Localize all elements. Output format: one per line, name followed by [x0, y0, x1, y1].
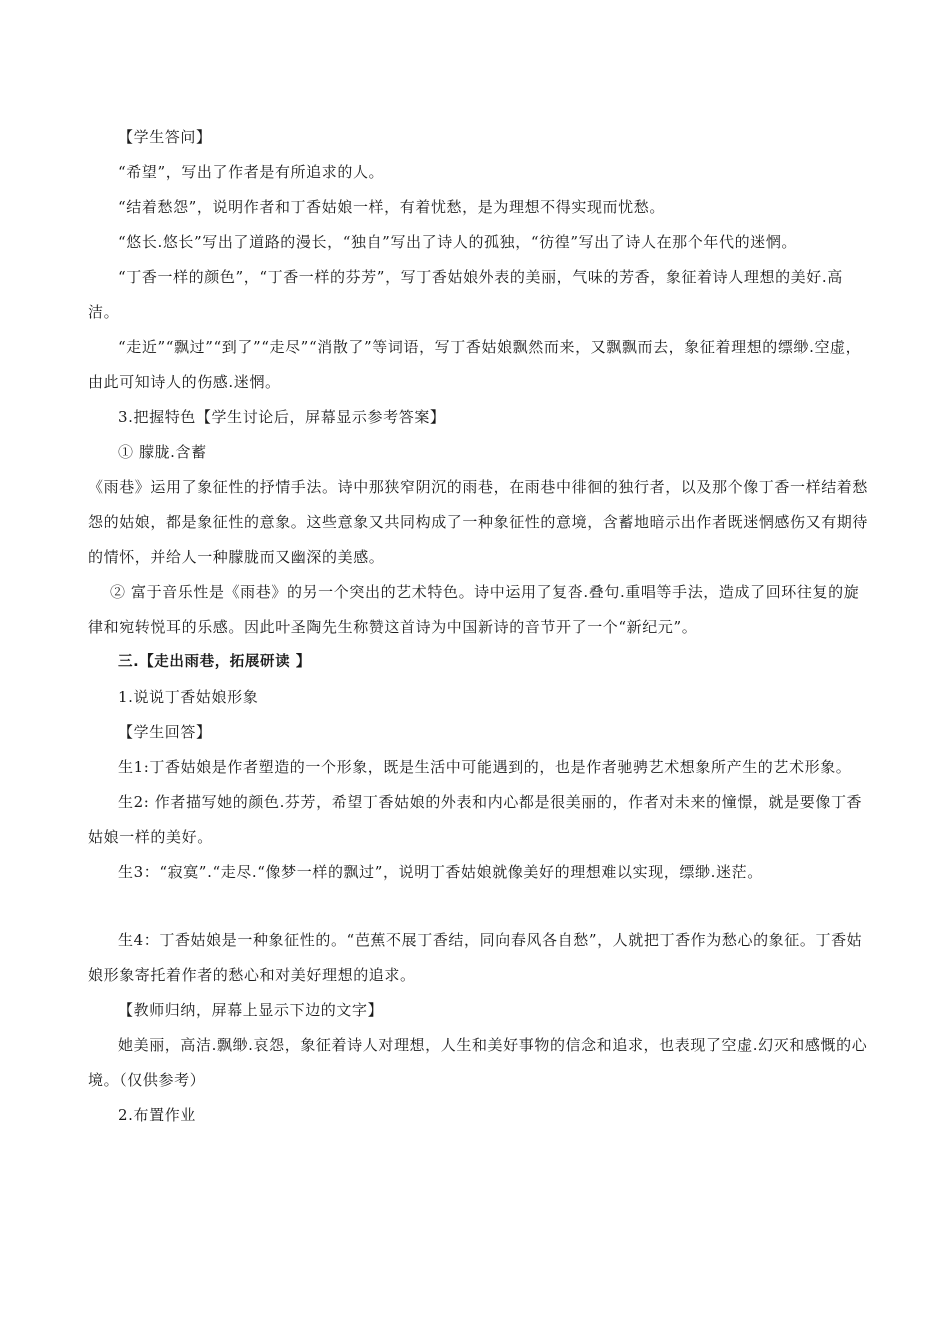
student-reply-heading: 【学生回答】: [118, 723, 212, 741]
paragraph-sorrow: “结着愁怨”，说明作者和丁香姑娘一样，有着忧愁，是为理想不得实现而忧愁。: [118, 198, 665, 216]
student-3-answer: 生3：“寂寞”.“走尽.“像梦一样的飘过”，说明丁香姑娘就像美好的理想难以实现，缥缈.迷茫。: [118, 863, 763, 881]
teacher-summary-heading: 【教师归纳，屏幕上显示下边的文字】: [118, 1001, 384, 1019]
task-1-heading: 1.说说丁香姑娘形象: [118, 688, 259, 706]
paragraph-approach-words: “走近”“飘过”“到了”“走尽”“消散了”等词语，写丁香姑娘飘然而来，又飘飘而去，象征着理想的缥缈.空虚，由此可知诗人的伤感.迷惘。: [88, 338, 862, 391]
section-3-heading: 3.把握特色【学生讨论后，屏幕显示参考答案】: [118, 408, 446, 426]
paragraph-long-road: “悠长.悠长”写出了道路的漫长，“独自”写出了诗人的孤独，“彷徨”写出了诗人在那个年代的迷惘。: [118, 233, 797, 251]
student-answer-heading: 【学生答问】: [118, 128, 212, 146]
student-2-answer: 生2: 作者描写她的颜色.芬芳，希望丁香姑娘的外表和内心都是很美丽的，作者对未来的憧憬，就是要像丁香姑娘一样的美好。: [88, 793, 863, 846]
blank-line: [88, 890, 868, 923]
feature-1-heading: ① 朦胧.含蓄: [118, 443, 207, 461]
document-page: [88, 120, 868, 1133]
student-4-answer: 生4：丁香姑娘是一种象征性的。“芭蕉不展丁香结，同向春风各自愁”，人就把丁香作为愁心的象征。丁香姑娘形象寄托着作者的愁心和对美好理想的追求。: [88, 931, 863, 984]
paragraph-lilac-color: “丁香一样的颜色”，“丁香一样的芬芳”，写丁香姑娘外表的美丽，气味的芳香，象征着诗人理想的美好.高洁。: [88, 268, 843, 321]
paragraph-musicality: ② 富于音乐性是《雨巷》的另一个突出的艺术特色。诗中运用了复沓.叠句.重唱等手法，造成了回环往复的旋律和宛转悦耳的乐感。因此叶圣陶先生称赞这首诗为中国新诗的音节开了一个“新纪元”。: [88, 583, 860, 636]
student-1-answer: 生1:丁香姑娘是作者塑造的一个形象，既是生活中可能遇到的，也是作者驰骋艺术想象所产生的艺术形象。: [118, 758, 852, 776]
teacher-summary-text: 她美丽，高洁.飘缈.哀怨，象征着诗人对理想，人生和美好事物的信念和追求，也表现了空虚.幻灭和感慨的心境。（仅供参考）: [88, 1036, 868, 1089]
part-three-heading: 三.【走出雨巷，拓展研读 】: [118, 654, 311, 670]
paragraph-hope: “希望”，写出了作者是有所追求的人。: [118, 163, 385, 181]
task-2-heading: 2.布置作业: [118, 1106, 196, 1124]
paragraph-symbolism: 《雨巷》运用了象征性的抒情手法。诗中那狭窄阴沉的雨巷，在雨巷中徘徊的独行者，以及那个像丁香一样结着愁怨的姑娘，都是象征性的意象。这些意象又共同构成了一种象征性的意境，含蓄地暗示出作者既迷惘感伤又有期待的情怀，并给人一种朦胧而又幽深的美感。: [88, 478, 869, 566]
